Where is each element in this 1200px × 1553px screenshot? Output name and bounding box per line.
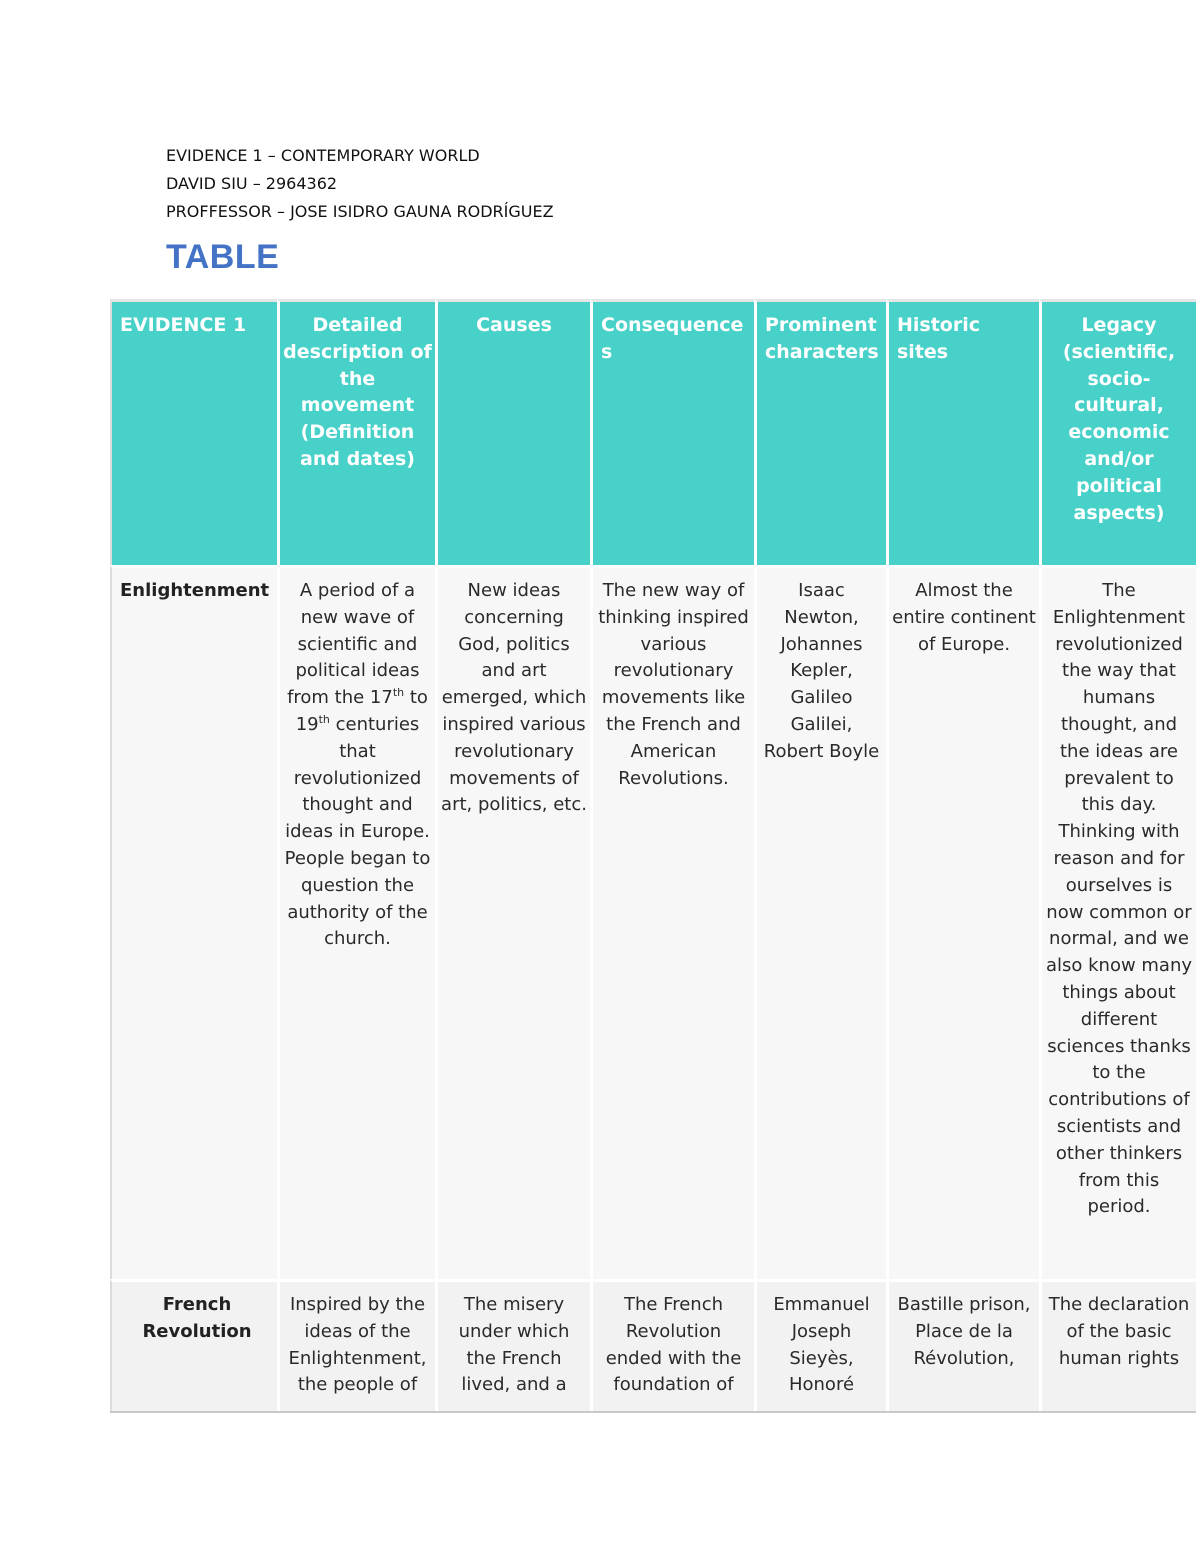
- description-text-part: to 19: [295, 687, 428, 735]
- superscript-ordinal: th: [318, 712, 330, 726]
- description-text-part: A period of a new wave of scientific and political ideas from the 17: [287, 580, 420, 709]
- superscript-ordinal: th: [392, 686, 405, 700]
- page-title: TABLE: [166, 238, 280, 276]
- description-text-part: centuries that revolutionized thought and ideas in Europe. People began to question the authority of the church.: [284, 713, 431, 950]
- column-header-consequences: Consequences: [590, 299, 754, 565]
- column-header-legacy: Legacy (scientific, socio-cultural, economic and/or political aspects): [1039, 299, 1196, 565]
- column-header-sites: Historic sites: [886, 299, 1039, 565]
- header-line-course: EVIDENCE 1 – CONTEMPORARY WORLD: [166, 146, 480, 165]
- evidence-table-container: [110, 299, 1196, 1413]
- table-row: [110, 1279, 1196, 1413]
- cell-description: [277, 565, 435, 1279]
- cell-characters: Emmanuel Joseph Sieyès, Honoré: [754, 1279, 886, 1413]
- cell-consequences: The new way of thinking inspired various revolutionary movements like the French and American Revolutions.: [590, 565, 754, 1279]
- cell-characters: Isaac Newton, Johannes Kepler, Galileo Galilei, Robert Boyle: [754, 565, 886, 1279]
- column-header-evidence: EVIDENCE 1: [110, 299, 277, 565]
- column-header-causes: Causes: [435, 299, 590, 565]
- header-line-professor: PROFFESSOR – JOSE ISIDRO GAUNA RODRÍGUEZ: [166, 202, 554, 221]
- cell-sites: Bastille prison, Place de la Révolution,: [886, 1279, 1039, 1413]
- cell-consequences: The French Revolution ended with the foundation of: [590, 1279, 754, 1413]
- cell-causes: The misery under which the French lived, and a: [435, 1279, 590, 1413]
- column-header-characters: Prominent characters: [754, 299, 886, 565]
- table-header-row: [110, 299, 1196, 565]
- cell-movement: Enlightenment: [110, 565, 277, 1279]
- evidence-table: [110, 299, 1196, 1413]
- cell-description: Inspired by the ideas of the Enlightenment, the people of: [277, 1279, 435, 1413]
- cell-movement: French Revolution: [110, 1279, 277, 1413]
- cell-legacy: The Enlightenment revolutionized the way that humans thought, and the ideas are prevalent to this day. Thinking with reason and for ourselves is now common or normal, and we also know many things about different sciences thanks to the contributions of scientists and other thinkers from this period.: [1039, 565, 1196, 1279]
- cell-legacy: The declaration of the basic human rights: [1039, 1279, 1196, 1413]
- column-header-description: Detailed description of the movement (Definition and dates): [277, 299, 435, 565]
- cell-sites: Almost the entire continent of Europe.: [886, 565, 1039, 1279]
- table-row: [110, 565, 1196, 1279]
- cell-causes: New ideas concerning God, politics and art emerged, which inspired various revolutionary movements of art, politics, etc.: [435, 565, 590, 1279]
- header-line-student: DAVID SIU – 2964362: [166, 174, 338, 193]
- document-header: [166, 142, 554, 226]
